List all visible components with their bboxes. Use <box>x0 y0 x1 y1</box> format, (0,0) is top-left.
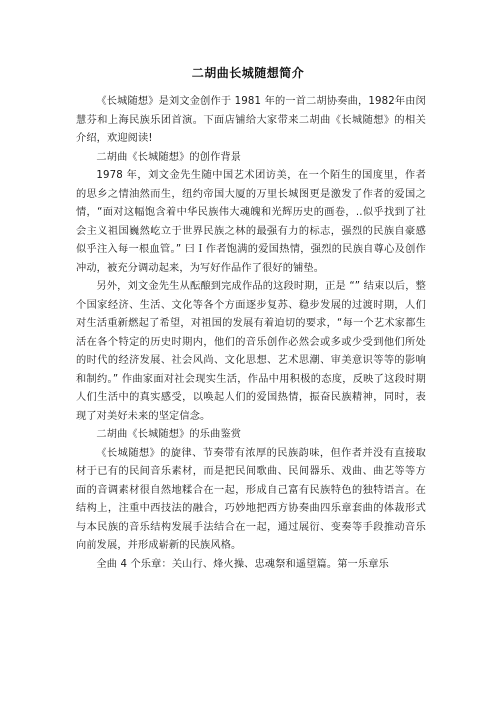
paragraph-movements: 全曲 4 个乐章：关山行、烽火操、忠魂祭和遥望篇。第一乐章乐 <box>96 558 389 570</box>
paragraph-appreciation-1: 《长城随想》的旋律、节奏带有浓厚的民族韵味，但作者并没有直接取材于已有的民间音乐素材，而是把民间歌曲、民间器乐、戏曲、曲艺等等方面的音调素材很自然地糅合在一起，形成自己富有民族特色的独特语言。在结构上，注重中西技法的融合，巧妙地把西方协奏曲四乐章套曲的体裁形式与本民族的音乐结构发展手法结合在一起，通过展衍、变奏等手段推动音乐向前发展，并形成崭新的民族风格。 <box>76 447 426 551</box>
paragraph-background-1: 1978 年，刘文金先生随中国艺术团访美，在一个陌生的国度里，作者的思乡之情油然而生，纽约帝国大厦的万里长城图更是激发了作者的爱国之情，“面对这幅饱含着中华民族伟大魂魄和光辉历史的画卷，..似乎找到了社会主义祖国巍然屹立于世界民族之林的最强有力的标志，强烈的民族自豪感似乎注入每一根血管。” 曰Ｉ作者饱满的爱国热情，强烈的民族自尊心及创作冲动，被充分调动起来，为写好作品作了很好的铺垫。 <box>76 170 426 274</box>
document-title: 二胡曲长城随想简介 <box>191 66 305 80</box>
paragraph-intro: 《长城随想》是刘文金创作于 1981 年的一首二胡协奏曲，1982年由闵慧芬和上海民族乐团首演。下面店铺给大家带来二胡曲《长城随想》的相关介绍，欢迎阅读! <box>76 96 426 144</box>
section-heading-background: 二胡曲《长城随想》的创作背景 <box>96 151 242 163</box>
paragraph-background-2: 另外，刘文金先生从酝酿到完成作品的这段时期，正是 “” 结束以后，整个国家经济、生活、文化等各个方面逐步复苏、稳步发展的过渡时期，人们对生活重新燃起了希望，对祖国的发展有着迫切的要求，“每一个艺术家都生活在各个特定的历史时期内，他们的音乐创作必然会或多或少受到他们所处的时代的经济发展、社会风尚、文化思想、艺术思潮、审美意识等等的影响和制约。” 作曲家面对社会现实生活，作品中用积极的态度，反映了这段时期人们生活中的真实感受，以唤起人们的爱国热情，振奋民族精神，同时，表现了对美好未来的坚定信念。 <box>76 281 426 422</box>
section-heading-appreciation: 二胡曲《长城随想》的乐曲鉴赏 <box>96 429 242 440</box>
document-body <box>76 93 426 574</box>
